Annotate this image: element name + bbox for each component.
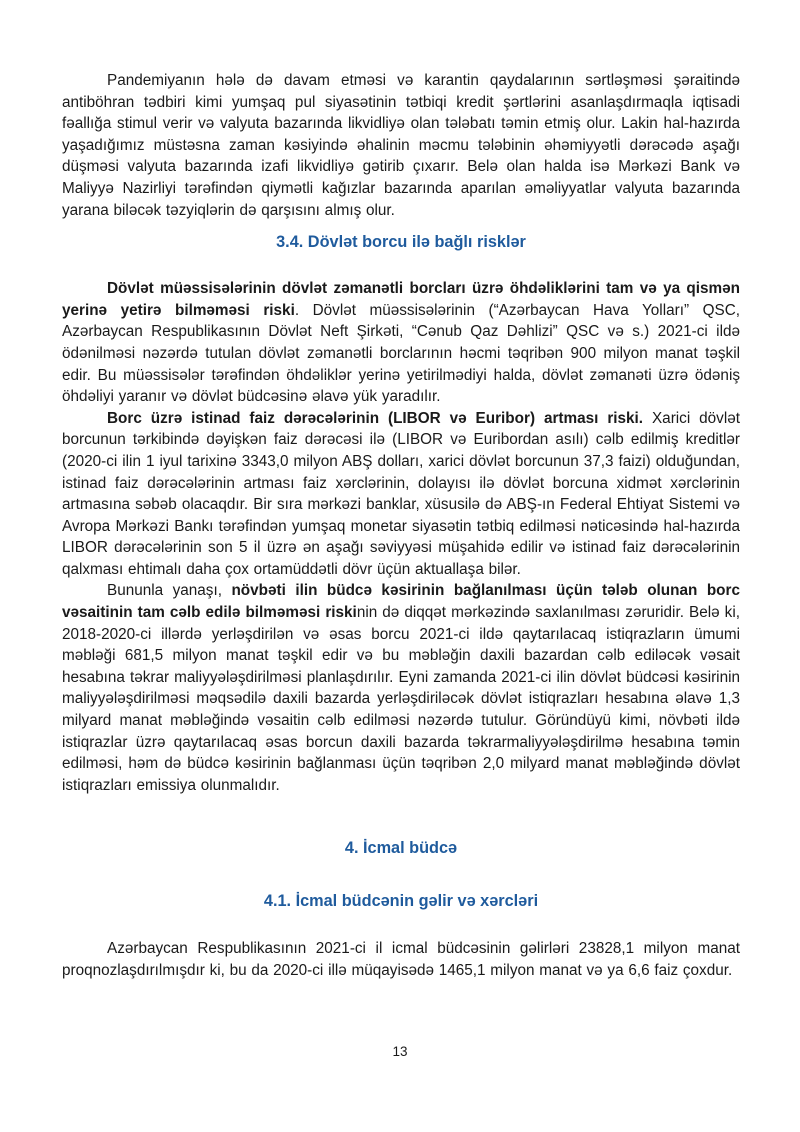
heading-4: 4. İcmal büdcə [344,839,458,858]
bold-text-run: növbəti ilin büdcə kəsirinin bağlanılması üçün tələb olunan borc vəsaitinin tam cəlb edilə bilməməsi riski [62,582,740,622]
paragraph [62,938,740,981]
paragraph [62,580,740,796]
text-run: Azərbaycan Respublikasının 2021-ci il icmal büdcəsinin gəlirləri 23828,1 milyon manat proqnozlaşdırılmışdır ki, bu da 2020-ci illə müqayisədə 1465,1 milyon manat və ya 6,6 faiz çoxdur. [62,940,740,979]
document-content [62,70,740,982]
heading-4-1: 4.1. İcmal büdcənin gəlir və xərcləri [263,892,539,911]
text-run: Pandemiyanın hələ də davam etməsi və karantin qaydalarının sərtləşməsi şəraitində antiböhran tədbiri kimi yumşaq pul siyasətinin tətbiqi kredit şərtlərini asanlaşdırmaqla iqtisadi fəallığa stimul verir və valyuta bazarında likvidliyə olan tələbatı təmin etmiş olur. Lakin hal-hazırda yaşadığımız müstəsna zaman kəsiyində əhalinin məcmu tələbinin əhəmiyyətli dərəcədə aşağı düşməsi valyuta bazarında izafi likvidliyə gətirib çıxarır. Belə olan halda isə Mərkəzi Bank və Maliyyə Nazirliyi tərəfindən qiymətli kağızlar bazarında aparılan əməliyyatlar valyuta bazarında yarana biləcək təzyiqlərin də qarşısını almış olur. [62,72,740,219]
text-run: Bununla yanaşı, [107,582,232,600]
page-number: 13 [392,1044,408,1059]
paragraph [62,278,740,408]
paragraph [62,70,740,221]
bold-text-run: Borc üzrə istinad faiz dərəcələrinin (LIBOR və Euribor) artması riski. [107,409,644,427]
heading-3-4: 3.4. Dövlət borcu ilə bağlı risklər [276,233,526,252]
text-run: . Dövlət müəssisələrinin (“Azərbaycan Hava Yolları” QSC, Azərbaycan Respublikasının Dövlət Neft Şirkəti, “Cənub Qaz Dəhlizi” QSC və s.) 2021-ci ildə ödənilməsi nəzərdə tutulan dövlət zəmanətli borclarının həcmi təqribən 900 milyon manat təşkil edir. Bu müəssisələr tərəfindən öhdəliklər yerinə yetirilmədiyi halda, dövlət zəmanəti üzrə ödəniş öhdəliyi yaranır və dövlət büdcəsinə əlavə yük yaradılır. [62,301,740,406]
text-run: Xarici dövlət borcunun tərkibində dəyişkən faiz dərəcəsi ilə (LIBOR və Euribordan asılı) cəlb edilmiş kreditlər (2020-ci ilin 1 iyul tarixinə 3343,0 milyon ABŞ dolları, xarici dövlət borcunun 37,3 faizi) olduğundan, istinad faiz dərəcələrinin artması faiz xərclərinin, dolayısı ilə dövlət borcuna xidmət xərclərinin artmasına səbəb olacaqdır. Bir sıra mərkəzi banklar, xüsusilə də ABŞ-ın Federal Ehtiyat Sistemi və Avropa Mərkəzi Bankı tərəfindən yumşaq monetar siyasətin tətbiq edilməsi nəticəsində hal-hazırda LIBOR dərəcələrinin son 5 il üzrə ən aşağı səviyyəsi müşahidə edilir və istinad faiz dərəcələrinin qalxması ehtimalı daha çox ortamüddətli dövr üçün aktuallaşa bilər. [62,409,740,578]
paragraph [62,408,740,581]
text-run: nin də diqqət mərkəzində saxlanılması zəruridir. Belə ki, 2018-2020-ci illərdə yerləşdirilən və əsas borcu 2021-ci ildə qaytarılacaq istiqrazların ümumi məbləği 681,5 milyon manat təşkil edir və bu məbləğin daxili bazardan cəlb ediləcək vəsait hesabına təkrar maliyyələşdirilməsi planlaşdırılır. Eyni zamanda 2021-ci ilin dövlət büdcəsi kəsirinin maliyyələşdirilməsi məqsədilə daxili bazarda yerləşdiriləcək dövlət istiqrazları hesabına əlavə 1,3 milyard manat məbləğində vəsaitin cəlb edilməsi nəzərdə tutulur. Göründüyü kimi, növbəti ildə istiqrazlar üzrə qaytarılacaq əsas borcun daxili bazarda təkrarmaliyyələşdirilmə hesabına təmin edilməsi, həm də büdcə kəsirinin bağlanması üçün təqribən 2,0 milyard manat məbləğində dövlət istiqrazları emissiya olunmalıdır. [62,604,740,794]
bold-text-run: Dövlət müəssisələrinin dövlət zəmanətli borcları üzrə öhdəliklərini tam və ya qismən yerinə yetirə bilməməsi riski [62,280,740,319]
